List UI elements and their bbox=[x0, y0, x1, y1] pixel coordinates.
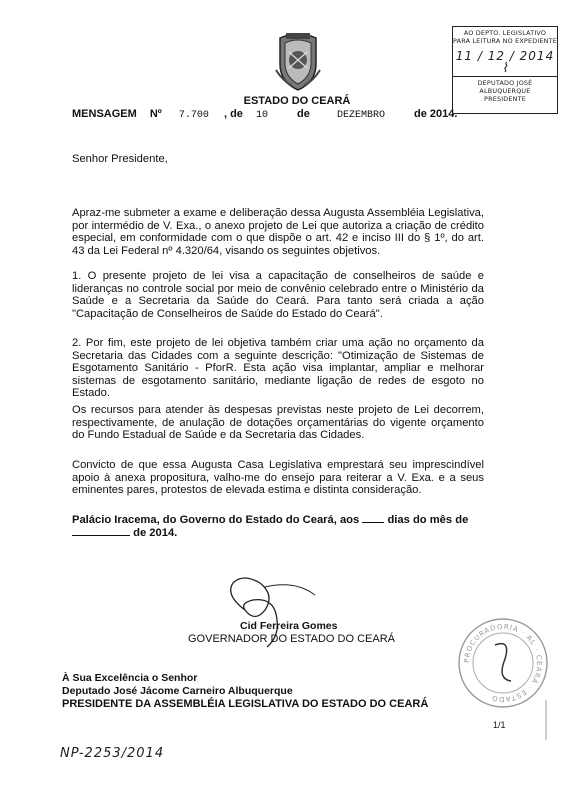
stamp-line-3: DEPUTADO JOSÉ ALBUQUERQUE bbox=[477, 79, 533, 95]
message-de: de bbox=[297, 108, 310, 120]
round-stamp-text: PROCURADORIA · AL · CEARÁ · ESTADO bbox=[462, 622, 544, 704]
coat-of-arms-emblem bbox=[272, 30, 324, 92]
paragraph-item-2: 2. Por fim, este projeto de lei objetiva também criar uma ação no orçamento da Secretaria das Cidades com a seguinte descrição: "Otimização de Sistemas de Esgotamento Sanitário - PforR. Esta ação visa implantar, ampliar e melhorar sistemas de esgotamento sanitário, mediante ligação de redes de esgoto no Estado. bbox=[72, 337, 484, 400]
month-blank bbox=[72, 535, 130, 536]
page-number: 1/1 bbox=[493, 720, 506, 730]
round-protocol-stamp bbox=[455, 615, 551, 711]
paragraph-intro: Apraz-me submeter a exame e deliberação dessa Augusta Assembléia Legislativa, por intermédio de V. Exa., o anexo projeto de Lei que autoriza a criação de crédito especial, em conformidade com o que dispõe o art. 42 e inciso III do § 1º, do art. 43 da Lei Federal nº 4.320/64, visando os seguintes objetivos. bbox=[72, 207, 484, 257]
message-year: de 2014. bbox=[414, 108, 458, 120]
paragraph-item-1: 1. O presente projeto de lei visa a capacitação de conselheiros de saúde e lideranças no controle social por meio de convênio celebrado entre o Ministério da Saúde e a Secretaria da Saúde do Ceará. Para tanto será criada a ação "Capacitação de Conselheiros de Saúde do Estado do Ceará". bbox=[72, 270, 484, 320]
paragraph-resources: Os recursos para atender às despesas previstas neste projeto de Lei decorrem, respectivamente, de anulação de dotações orçamentárias do vigente orçamento do Fundo Estadual de Saúde e da Secretaria das Cidades. bbox=[72, 404, 484, 442]
closing-text-a: Palácio Iracema, do Governo do Estado do Ceará, aos bbox=[72, 514, 360, 526]
legislative-reception-stamp bbox=[452, 26, 558, 114]
message-day: 10 bbox=[255, 110, 268, 121]
stamp-line-1: AO DEPTO. LEGISLATIVO bbox=[463, 29, 547, 37]
day-blank bbox=[362, 522, 384, 523]
message-header bbox=[72, 108, 457, 121]
signatory-name: Cid Ferreira Gomes bbox=[240, 620, 338, 632]
addressee-title: PRESIDENTE DA ASSEMBLÉIA LEGISLATIVA DO ESTADO DO CEARÁ bbox=[62, 698, 429, 710]
closing-text-c: de 2014. bbox=[133, 526, 178, 539]
paragraph-closing-remarks: Convicto de que essa Augusta Casa Legislativa emprestará seu imprescindível apoio à anexa propositura, valho-me do ensejo para reiterar a V. Exa. e a seus eminentes pares, protestos de elevada estima e distinta consideração. bbox=[72, 459, 484, 497]
message-label: MENSAGEM bbox=[72, 108, 137, 120]
message-number: 7.700 bbox=[178, 110, 209, 121]
addressee-name: Deputado José Jácome Carneiro Albuquerque bbox=[62, 685, 293, 697]
stamp-line-4: PRESIDENTE bbox=[484, 95, 526, 103]
margin-mark bbox=[545, 700, 547, 740]
closing-date-line bbox=[72, 514, 484, 539]
message-comma-de: , de bbox=[223, 108, 243, 120]
stamp-handwritten-date: 11 / 12 / 2014 bbox=[455, 49, 555, 63]
state-heading: ESTADO DO CEARÁ bbox=[243, 95, 351, 107]
message-month: DEZEMBRO bbox=[336, 110, 385, 121]
stamp-initials: ⌇ bbox=[501, 61, 509, 76]
message-number-label: Nº bbox=[149, 108, 162, 120]
addressee-salutation: À Sua Excelência o Senhor bbox=[62, 672, 198, 684]
stamp-line-2: PARA LEITURA NO EXPEDIENTE bbox=[453, 37, 557, 45]
salutation: Senhor Presidente, bbox=[72, 153, 168, 165]
signatory-title: GOVERNADOR DO ESTADO DO CEARÁ bbox=[188, 633, 395, 645]
closing-text-b: dias do mês de bbox=[387, 514, 469, 526]
handwritten-reference: NP-2253/2014 bbox=[60, 746, 165, 761]
